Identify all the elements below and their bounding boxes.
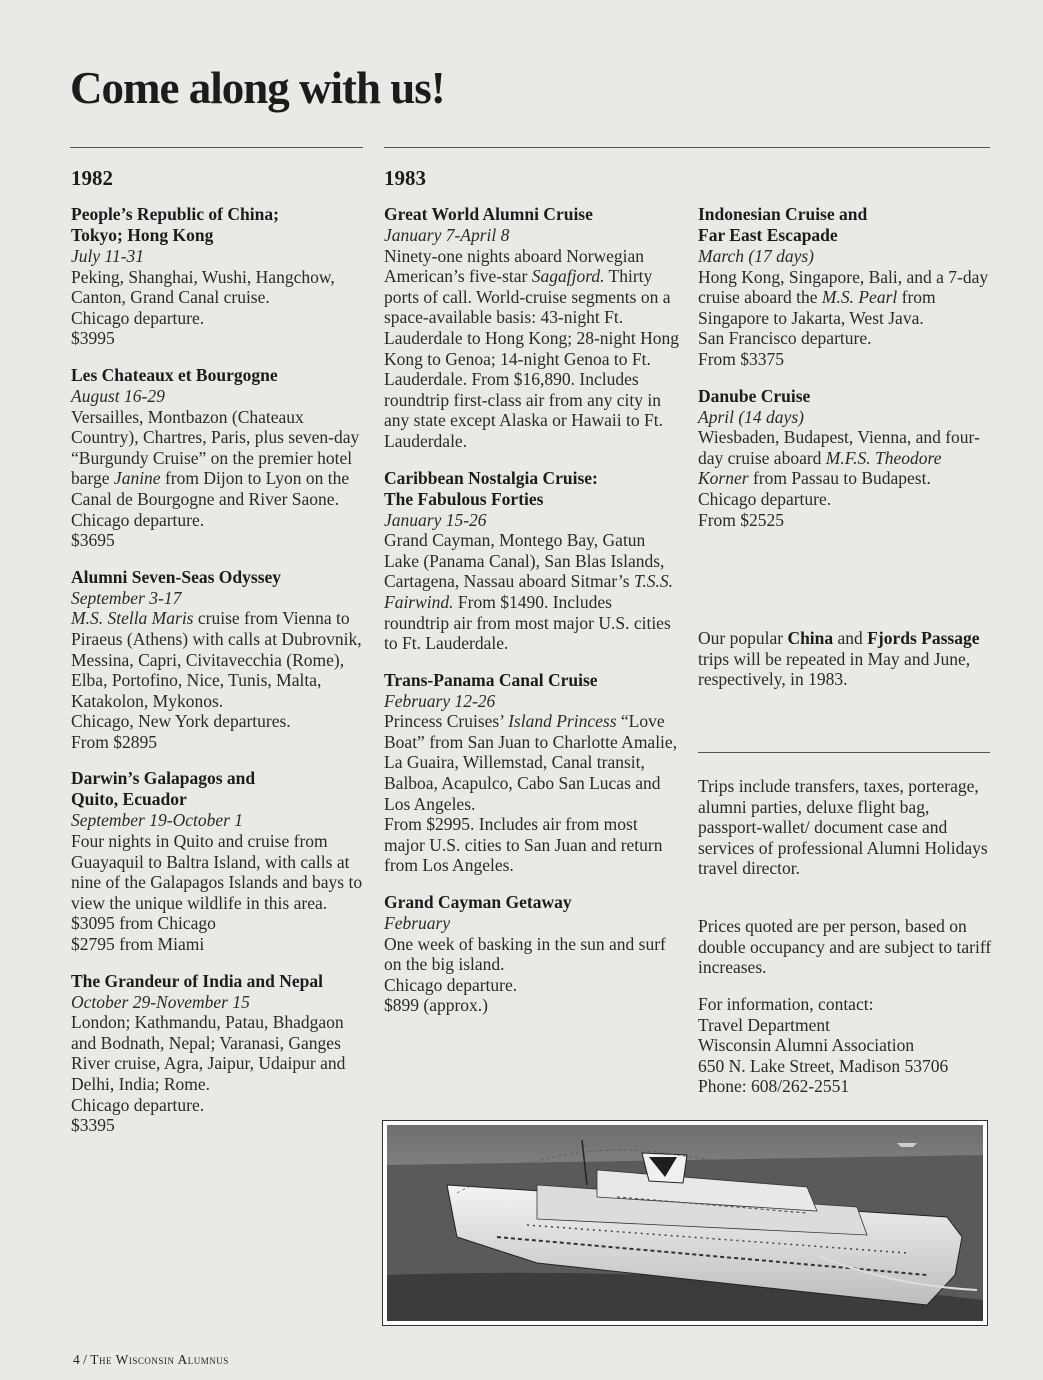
trip-dates: January 7-April 8	[384, 225, 510, 245]
trip-detail: $899 (approx.)	[384, 995, 489, 1016]
year-1983-heading: 1983	[384, 166, 426, 190]
trip-detail: $3695	[71, 530, 115, 551]
trip-entry	[71, 567, 363, 753]
trip-description: Grand Cayman, Montego Bay, Gatun Lake (Panama Canal), San Blas Islands, Cartagena, Nassau aboard Sitmar’s T.S.S. Fairwind. From $1490. Includes roundtrip air from most major U.S. cities to Ft. Lauderdale.	[384, 530, 674, 654]
trip-title: Darwin’s Galapagos and Quito, Ecuador	[71, 768, 256, 810]
contact-intro: For information, contact:	[698, 994, 874, 1014]
trip-dates: February 12-26	[384, 690, 496, 711]
trip-detail: Chicago departure.	[698, 488, 832, 509]
trip-entry	[698, 386, 994, 531]
trip-description: Wiesbaden, Budapest, Vienna, and four-day cruise aboard M.F.S. Theodore Korner from Passau to Budapest.	[698, 427, 980, 489]
trip-dates: July 11-31	[71, 246, 145, 266]
trip-entry	[71, 365, 363, 551]
trip-entry	[384, 670, 680, 876]
trip-description: London; Kathmandu, Patau, Bhadgaon and Bodnath, Nepal; Varanasi, Ganges River cruise, Agra, Jaipur, Udaipur and Delhi, India; Rome.	[71, 1012, 346, 1094]
trip-entry	[384, 892, 680, 1016]
trips-1983-column-b	[698, 204, 994, 546]
trip-detail: Chicago departure.	[71, 1094, 205, 1115]
year-1982-heading: 1982	[71, 166, 113, 190]
trip-detail: From $2995. Includes air from most major U.S. cities to San Juan and return from Los Angeles.	[384, 814, 663, 876]
trips-1983-column-a	[384, 204, 680, 1032]
rule-1983	[384, 147, 990, 148]
contact-dept: Travel Department	[698, 1014, 831, 1035]
trip-title: Les Chateaux et Bourgogne	[71, 364, 278, 385]
trip-detail: $3395	[71, 1115, 115, 1136]
contact-address: 650 N. Lake Street, Madison 53706	[698, 1055, 949, 1076]
repeat-trips-note: Our popular China and Fjords Passage trips will be repeated in May and June, respectively, in 1983.	[698, 628, 980, 690]
notes-rule	[698, 752, 990, 753]
trip-description: Versailles, Montbazon (Chateaux Country), Chartres, Paris, plus seven-day “Burgundy Cruise” on the premier hotel barge Janine from Dijon to Lyon on the Canal de Bourgogne and River Saone.	[71, 406, 360, 509]
trip-dates: August 16-29	[71, 385, 165, 406]
trip-title: People’s Republic of China; Tokyo; Hong Kong	[71, 204, 279, 245]
footer-page-number: 4 /	[73, 1352, 87, 1367]
trip-detail: From $2525	[698, 509, 785, 530]
trip-dates: March (17 days)	[698, 246, 814, 266]
trip-detail: Chicago, New York departures.	[71, 711, 291, 732]
trip-dates: January 15-26	[384, 509, 487, 530]
rule-1982	[70, 147, 363, 148]
trip-dates: February	[384, 913, 451, 934]
trip-detail: From $3375	[698, 348, 785, 369]
trip-description: One week of basking in the sun and surf on the big island.	[384, 933, 666, 975]
trip-title: Trans-Panama Canal Cruise	[384, 669, 598, 690]
trip-detail: Chicago departure.	[71, 307, 205, 328]
trip-entry	[698, 204, 994, 370]
trip-description: M.S. Stella Maris cruise from Vienna to Piraeus (Athens) with calls at Dubrovnik, Messina, Capri, Civitavecchia (Rome), Elba, Portofino, Nice, Tunis, Malta, Katakolon, Mykonos.	[71, 608, 362, 711]
trip-entry	[71, 768, 363, 954]
trip-dates: October 29-November 15	[71, 991, 250, 1012]
contact-block	[698, 994, 994, 1097]
trip-dates: September 3-17	[71, 587, 182, 608]
trip-detail: Chicago departure.	[384, 974, 518, 995]
trip-dates: September 19-October 1	[71, 810, 244, 831]
trips-1982-column	[71, 204, 363, 1152]
contact-phone: Phone: 608/262-2551	[698, 1076, 850, 1097]
prices-paragraph: Prices quoted are per person, based on double occupancy and are subject to tariff increases.	[698, 916, 992, 978]
trip-detail: $2795 from Miami	[71, 934, 205, 955]
trip-detail: San Francisco departure.	[698, 328, 872, 349]
trip-entry	[384, 468, 680, 654]
trip-detail: From $2895	[71, 731, 158, 752]
trip-entry	[71, 971, 363, 1136]
trip-description: Princess Cruises’ Island Princess “Love Boat” from San Juan to Charlotte Amalie, La Guaira, Willemstad, Canal transit, Balboa, Acapulco, Cabo San Lucas and Los Angeles.	[384, 711, 678, 814]
trip-title: Grand Cayman Getaway	[384, 892, 572, 913]
trip-title: Indonesian Cruise and Far East Escapade	[698, 204, 868, 245]
trip-title: Caribbean Nostalgia Cruise: The Fabulous Forties	[384, 467, 598, 509]
trip-detail: $3995	[71, 328, 115, 349]
trip-detail: Chicago departure.	[71, 509, 205, 530]
page-footer	[73, 1352, 229, 1368]
trip-description: Four nights in Quito and cruise from Guayaquil to Baltra Island, with calls at nine of the Galapagos Islands and bays to view the unique wildlife in this area.	[71, 831, 363, 913]
trip-description: Peking, Shanghai, Wushi, Hangchow, Canton, Grand Canal cruise.	[71, 266, 335, 308]
trip-entry	[384, 204, 680, 452]
contact-org: Wisconsin Alumni Association	[698, 1035, 915, 1056]
trip-title: Alumni Seven-Seas Odyssey	[71, 566, 282, 587]
trip-title: Great World Alumni Cruise	[384, 204, 593, 224]
trip-title: Danube Cruise	[698, 385, 811, 406]
cruise-ship-photo	[382, 1120, 988, 1326]
inclusions-paragraph: Trips include transfers, taxes, porterage, alumni parties, deluxe flight bag, passport-wallet/ document case and services of professional Alumni Holidays travel director.	[698, 776, 988, 879]
trip-dates: April (14 days)	[698, 406, 804, 427]
page-title: Come along with us!	[70, 63, 445, 113]
trip-description: Hong Kong, Singapore, Bali, and a 7-day cruise aboard the M.S. Pearl from Singapore to Jakarta, West Java.	[698, 266, 989, 328]
trip-title: The Grandeur of India and Nepal	[71, 970, 324, 991]
trip-description: Ninety-one nights aboard Norwegian American’s five-star Sagafjord. Thirty ports of call. World-cruise segments on a space-available basis: 43-night Ft. Lauderdale to Hong Kong; 28-night Hong Kong to Genoa; 14-night Genoa to Ft. Lauderdale. From $16,890. Includes roundtrip first-class air from any city in any state except Alaska or Hawaii to Ft. Lauderdale.	[384, 245, 680, 451]
trip-entry	[71, 204, 363, 349]
trip-detail: $3095 from Chicago	[71, 913, 216, 934]
footer-publication: The Wisconsin Alumnus	[90, 1352, 229, 1367]
cruise-ship-illustration	[387, 1125, 983, 1321]
